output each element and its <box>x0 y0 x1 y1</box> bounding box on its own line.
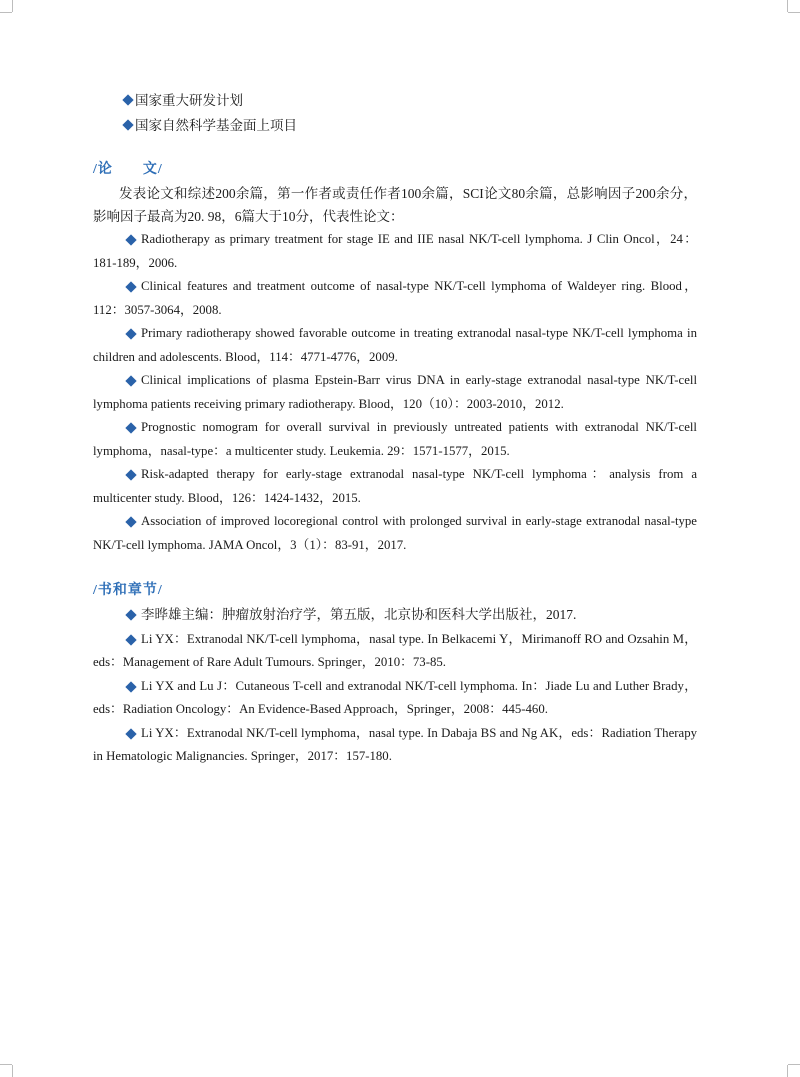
page-content <box>93 88 697 769</box>
project-label: 国家自然科学基金面上项目 <box>135 118 297 133</box>
paper-citation: Radiotherapy as primary treatment for stage IE and IIE nasal NK/T-cell lymphoma. J Clin Oncol，24：181-189，2006. <box>93 232 697 270</box>
book-citation: Li YX and Lu J：Cutaneous T-cell and extranodal NK/T-cell lymphoma. In：Jiade Lu and Luther Brady，eds：Radiation Oncology：An Evidence-Based Approach，Springer，2008：445-460. <box>93 678 697 716</box>
section-heading-papers: /论 文/ <box>93 162 163 177</box>
list-item <box>93 510 697 557</box>
crop-mark <box>12 1065 13 1077</box>
paper-citation: Primary radiotherapy showed favorable outcome in treating extranodal nasal-type NK/T-cell lymphoma in children and adolescents. Blood，114：4771-4776，2009. <box>93 326 697 364</box>
list-item <box>93 628 697 675</box>
list-item <box>93 603 697 628</box>
books-list <box>93 603 697 769</box>
papers-list <box>93 228 697 557</box>
list-item <box>93 416 697 463</box>
paper-citation: Clinical features and treatment outcome of nasal-type NK/T-cell lymphoma of Waldeyer ring. Blood，112：3057-3064，2008. <box>93 279 697 317</box>
crop-mark <box>787 1065 788 1077</box>
list-item <box>93 275 697 322</box>
crop-mark <box>788 1064 800 1065</box>
paper-citation: Association of improved locoregional control with prolonged survival in early-stage extranodal nasal-type NK/T-cell lymphoma. JAMA Oncol，3（1）：83-91，2017. <box>93 514 697 552</box>
list-item <box>93 675 697 722</box>
paper-citation: Risk-adapted therapy for early-stage extranodal nasal-type NK/T-cell lymphoma：analysis from a multicenter study. Blood，126：1424-1432，2015. <box>93 467 697 505</box>
project-list <box>93 88 697 138</box>
crop-mark <box>0 12 12 13</box>
crop-mark <box>787 0 788 12</box>
list-item <box>93 369 697 416</box>
list-item <box>93 88 697 113</box>
crop-mark <box>788 12 800 13</box>
paper-citation: Prognostic nomogram for overall survival in previously untreated patients with extranodal NK/T-cell lymphoma，nasal-type：a multicenter study. Leukemia. 29：1571-1577，2015. <box>93 420 697 458</box>
list-item <box>93 322 697 369</box>
project-label: 国家重大研发计划 <box>135 93 243 108</box>
list-item <box>93 228 697 275</box>
book-citation: Li YX：Extranodal NK/T-cell lymphoma，nasal type. In Belkacemi Y，Mirimanoff RO and Ozsahin M，eds：Management of Rare Adult Tumours. Springer，2010：73-85. <box>93 631 697 669</box>
crop-mark <box>0 1064 12 1065</box>
book-citation: Li YX：Extranodal NK/T-cell lymphoma，nasal type. In Dabaja BS and Ng AK，eds：Radiation Therapy in Hematologic Malignancies. Springer，2017：157-180. <box>93 725 697 763</box>
paper-citation: Clinical implications of plasma Epstein-Barr virus DNA in early-stage extranodal nasal-type NK/T-cell lymphoma patients receiving primary radiotherapy. Blood，120（10）：2003-2010，2012. <box>93 373 697 411</box>
section-heading-books: /书和章节/ <box>93 583 163 598</box>
list-item <box>93 463 697 510</box>
crop-mark <box>12 0 13 12</box>
list-item <box>93 113 697 138</box>
papers-intro: 发表论文和综述200余篇，第一作者或责任作者100余篇，SCI论文80余篇，总影响因子200余分，影响因子最高为20. 98，6篇大于10分，代表性论文： <box>93 186 697 224</box>
list-item <box>93 722 697 769</box>
book-citation: 李晔雄主编：肿瘤放射治疗学，第五版，北京协和医科大学出版社，2017. <box>141 607 577 622</box>
